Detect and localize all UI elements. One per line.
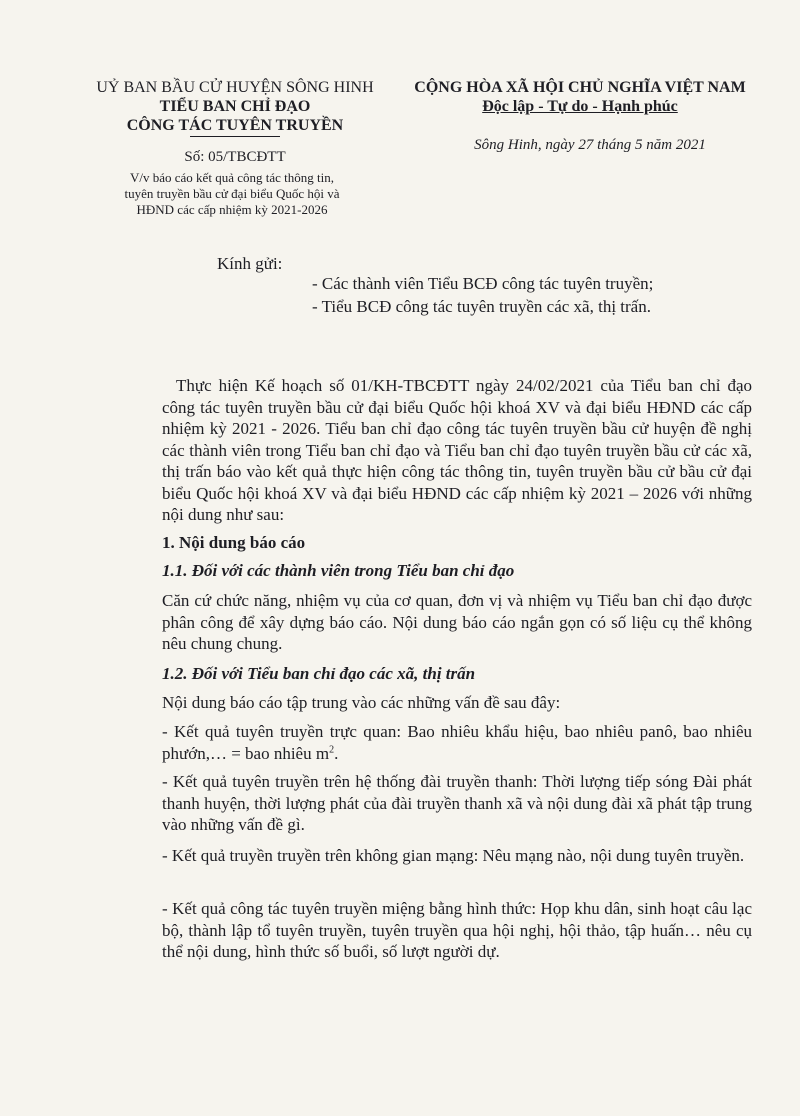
salutation: Kính gửi:: [217, 254, 283, 273]
sub-committee-name: TIỂU BAN CHỈ ĐẠO: [159, 98, 311, 115]
national-motto: Độc lập - Tự do - Hạnh phúc: [482, 98, 678, 115]
date-line: Sông Hinh, ngày 27 tháng 5 năm 2021: [474, 137, 706, 153]
bullet-text: - Kết quả tuyên truyền trực quan: Bao nhiêu khẩu hiệu, bao nhiêu panô, bao nhiêu phướn,… = bao nhiêu m: [162, 722, 752, 763]
bullet-item: - Kết quả truyền truyền trên không gian mạng: Nêu mạng nào, nội dung tuyên truyền.: [162, 846, 745, 865]
issuing-authority: [70, 78, 400, 137]
section-heading: 1. Nội dung báo cáo: [162, 533, 306, 552]
subject-line: tuyên truyền bầu cử đại biểu Quốc hội và: [124, 186, 340, 201]
subsection-paragraph: Căn cứ chức năng, nhiệm vụ của cơ quan, đơn vị và nhiệm vụ Tiểu ban chỉ đạo được phân công để xây dựng báo cáo. Nội dung báo cáo ngắn gọn có số liệu cụ thể không nêu chung chung.: [162, 591, 752, 653]
bullet-end: .: [334, 743, 339, 763]
document-subject: [82, 170, 382, 218]
subsection-heading: 1.2. Đối với Tiểu ban chỉ đạo các xã, thị trấn: [162, 664, 476, 683]
subject-line: V/v báo cáo kết quả công tác thông tin,: [130, 170, 334, 185]
recipient-item: - Tiểu BCĐ công tác tuyên truyền các xã, thị trấn.: [312, 297, 651, 316]
country-name: CỘNG HÒA XÃ HỘI CHỦ NGHĨA VIỆT NAM: [414, 79, 746, 96]
subsection-intro: Nội dung báo cáo tập trung vào các những vấn đề sau đây:: [162, 693, 561, 712]
national-header: [400, 78, 760, 116]
recipient-list: [312, 272, 653, 318]
document-number: Số: 05/TBCĐTT: [184, 149, 286, 165]
bullet-item: [162, 721, 752, 764]
superscript: 2: [329, 743, 335, 755]
sub-committee-function: CÔNG TÁC TUYÊN TRUYỀN: [126, 117, 344, 134]
bullet-item: - Kết quả công tác tuyên truyền miệng bằng hình thức: Họp khu dân, sinh hoạt câu lạc bộ, thành lập tổ tuyên truyền, tuyên truyền qua hội nghị, hội thảo, tập huấn… nêu cụ thể nội dung, hình thức số buổi, số lượt người dự.: [162, 899, 752, 961]
bullet-item: - Kết quả tuyên truyền trên hệ thống đài truyền thanh: Thời lượng tiếp sóng Đài phát thanh huyện, thời lượng phát của đài truyền thanh xã và nội dung đài xã phát tập trung vào những vấn đề gì.: [162, 772, 752, 834]
recipient-item: - Các thành viên Tiểu BCĐ công tác tuyên truyền;: [312, 274, 654, 293]
header-rule: [190, 136, 280, 137]
subject-line: HĐND các cấp nhiệm kỳ 2021-2026: [136, 202, 328, 217]
authority-name: UỶ BAN BẦU CỬ HUYỆN SÔNG HINH: [96, 79, 374, 96]
intro-paragraph: Thực hiện Kế hoạch số 01/KH-TBCĐTT ngày 24/02/2021 của Tiểu ban chỉ đạo công tác tuyên truyền bầu cử đại biểu Quốc hội khoá XV và đại biểu HĐND các cấp nhiệm kỳ 2021 - 2026. Tiểu ban chỉ đạo công tác tuyên truyền bầu cử huyện đề nghị các thành viên trong Tiểu ban chỉ đạo và Tiểu ban chỉ đạo tuyên truyền bầu cử các xã, thị trấn báo vào kết quả thực hiện công tác thông tin, tuyên truyền bầu cử bầu cử đại biểu Quốc hội khoá XV và đại biểu HĐND các cấp nhiệm kỳ 2021 – 2026 với những nội dung như sau:: [162, 376, 752, 524]
subsection-heading: 1.1. Đối với các thành viên trong Tiểu ban chỉ đạo: [162, 561, 515, 580]
